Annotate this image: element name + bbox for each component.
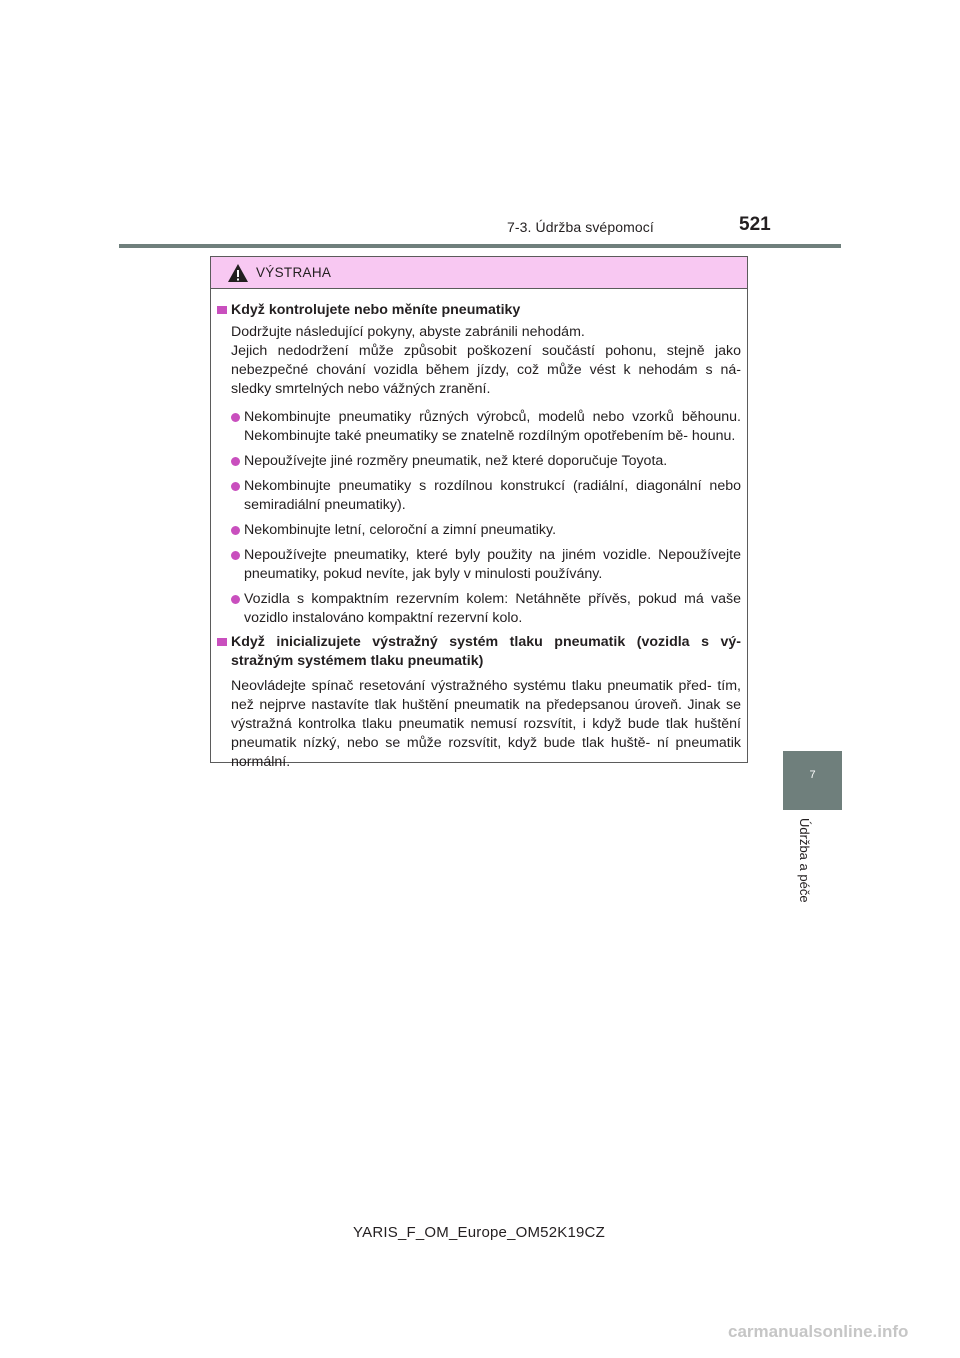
square-bullet-icon (217, 306, 227, 314)
bullet-item (231, 546, 741, 584)
warning-body (211, 289, 747, 772)
section-heading (217, 633, 741, 671)
round-bullet-icon (231, 526, 240, 535)
bullet-text: Nekombinujte pneumatiky různých výrobců, modelů nebo vzorků běhounu. Nekombinujte také pneumatiky se znatelně rozdílným opotřebením bě- hounu. (244, 409, 741, 444)
round-bullet-icon (231, 457, 240, 466)
chapter-title: Údržba a péče (797, 818, 812, 903)
warning-box (210, 256, 748, 770)
warning-label: VÝSTRAHA (256, 265, 332, 280)
bullet-text: Nepoužívejte pneumatiky, které byly použity na jiném vozidle. Nepoužívejte pneumatiky, pokud nevíte, jak byly v minulosti používány. (244, 547, 741, 582)
section-heading-text: Když kontrolujete nebo měníte pneumatiky (231, 302, 521, 318)
bullet-text: Nekombinujte pneumatiky s rozdílnou konstrukcí (radiální, diagonální nebo semiradiální pneumatiky). (244, 478, 741, 513)
round-bullet-icon (231, 551, 240, 560)
section-paragraph: Neovládejte spínač resetování výstražného systému tlaku pneumatik před- tím, než nejprve nastavíte tlak huštění pneumatik na předepsanou úroveň. Jinak se výstražná kontrolka tlaku pneumatik nemusí rozsvítit, i když bude tlak huštění pneumatik nízký, nebo se může rozsvítit, když bude tlak huště- ní pneumatik normální. (231, 678, 741, 770)
watermark: carmanualsonline.info (728, 1322, 909, 1341)
warning-triangle-icon (227, 263, 249, 283)
round-bullet-icon (231, 413, 240, 422)
footer-document-id-text: YARIS_F_OM_Europe_OM52K19CZ (353, 1224, 605, 1241)
bullet-item (231, 590, 741, 628)
header-rule (119, 244, 841, 248)
bullet-item (231, 521, 741, 540)
header-section-title: 7-3. Údržba svépomocí (507, 219, 654, 235)
bullet-text: Nekombinujte letní, celoroční a zimní pneumatiky. (244, 522, 557, 538)
bullet-item (231, 452, 741, 471)
warning-header (211, 257, 747, 289)
section-heading-text: Když inicializujete výstražný systém tlaku pneumatik (vozidla s vý- stražným systémem tlaku pneumatik) (231, 634, 741, 669)
bullet-item (231, 477, 741, 515)
round-bullet-icon (231, 595, 240, 604)
bullet-item (231, 408, 741, 446)
round-bullet-icon (231, 482, 240, 491)
section-paragraph: Dodržujte následující pokyny, abyste zabránili nehodám. Jejich nedodržení může způsobit poškození součástí pohonu, stejně jako nebezpečné chování vozidla během jízdy, což může vést k nehodám s ná- sledky smrtelných nebo vážných zranění. (231, 324, 741, 397)
page-number: 521 (739, 214, 771, 235)
footer-document-id (0, 1224, 960, 1241)
bullet-text: Nepoužívejte jiné rozměry pneumatik, než které doporučuje Toyota. (244, 453, 668, 469)
chapter-tab (783, 751, 842, 810)
square-bullet-icon (217, 638, 227, 646)
chapter-number: 7 (809, 769, 816, 781)
bullet-text: Vozidla s kompaktním rezervním kolem: Netáhněte přívěs, pokud má vaše vozidlo instalováno kompaktní rezervní kolo. (244, 591, 741, 626)
section-heading (217, 301, 741, 320)
